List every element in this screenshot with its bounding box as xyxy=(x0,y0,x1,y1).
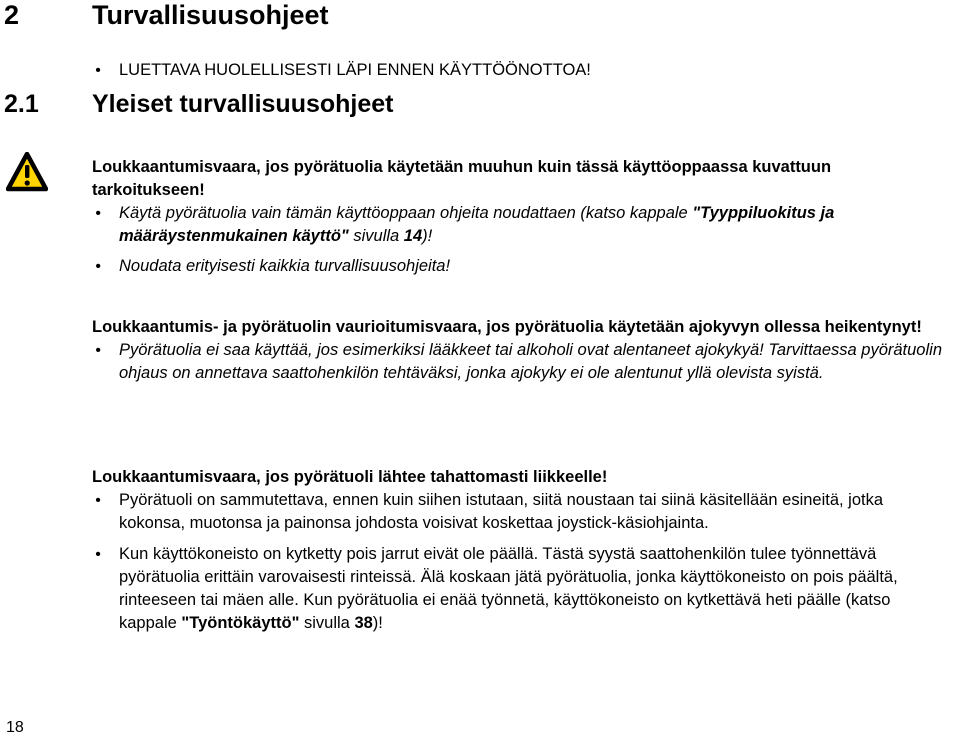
intro-bullet xyxy=(92,59,960,82)
bullet-text-part: sivulla xyxy=(299,614,355,632)
bullet-icon xyxy=(92,255,104,278)
list-item xyxy=(92,255,942,278)
bullet-text-part: Käytä pyörätuolia vain tämän käyttöoppaan ohjeita noudattaen (katso kappale xyxy=(119,204,693,222)
bullet-icon xyxy=(92,59,104,82)
bullet-icon xyxy=(92,202,104,225)
bullet-icon xyxy=(92,489,104,512)
chapter-title: Turvallisuusohjeet xyxy=(92,0,329,30)
page-reference: 14 xyxy=(403,227,423,245)
bullet-text: Pyörätuolia ei saa käyttää, jos esimerkiksi lääkkeet tai alkoholi ovat alentaneet ajokykyä! Tarvittaessa pyörätuolin ohjaus on annettava saattohenkilön tehtäväksi, jonka ajokyky ei ole alentunut yllä olevista syistä. xyxy=(119,341,942,382)
bullet-text-part: sivulla xyxy=(348,227,404,245)
warning-title: Loukkaantumisvaara, jos pyörätuoli lähtee tahattomasti liikkeelle! xyxy=(92,468,608,486)
warning-block-1 xyxy=(92,156,942,278)
section-reference: "Tyyppiluokitus ja määräystenmukainen käyttö" xyxy=(119,204,835,245)
list-item xyxy=(92,339,942,385)
list-item xyxy=(92,543,942,635)
warning-block-2 xyxy=(92,316,942,385)
bullet-text-part: )! xyxy=(372,614,383,632)
intro-bullet-text: LUETTAVA HUOLELLISESTI LÄPI ENNEN KÄYTTÖÖNOTTOA! xyxy=(119,61,591,79)
bullet-icon xyxy=(92,339,104,362)
list-item xyxy=(92,489,942,535)
chapter-number: 2 xyxy=(4,0,20,30)
list-item xyxy=(92,202,942,248)
section-reference: "Työntökäyttö" xyxy=(181,614,300,632)
bullet-icon xyxy=(92,543,104,566)
section-title: Yleiset turvallisuusohjeet xyxy=(92,90,394,118)
bullet-text: Noudata erityisesti kaikkia turvallisuusohjeita! xyxy=(119,257,451,275)
section-number: 2.1 xyxy=(4,90,39,118)
warning-title: Loukkaantumisvaara, jos pyörätuolia käytetään muuhun kuin tässä käyttöoppaassa kuvattuun tarkoitukseen! xyxy=(92,158,832,199)
page-number: 18 xyxy=(6,719,24,736)
bullet-text-part: )! xyxy=(422,227,433,245)
page-reference: 38 xyxy=(354,614,373,632)
bullet-text-part: Kun käyttökoneisto on kytketty pois jarrut eivät ole päällä. Tästä syystä saattohenkilön tulee työnnettävä pyörätuolia erittäin varovaisesti rinteissä. Älä koskaan jätä pyörätuolia, jonka käyttökoneisto on pois päältä, rinteeseen tai mäen alle. Kun pyörätuolia ei enää työnnetä, käyttökoneisto on kytkettävä heti päälle (katso kappale xyxy=(119,545,898,632)
bullet-text: Pyörätuoli on sammutettava, ennen kuin siihen istutaan, siitä noustaan tai siinä käsitellään esineitä, jotka kokonsa, muotonsa ja painonsa johdosta voisivat koskettaa joystick-käsiohjainta. xyxy=(119,491,884,532)
warning-block-3 xyxy=(92,466,942,635)
warning-triangle-icon xyxy=(6,152,48,192)
warning-title: Loukkaantumis- ja pyörätuolin vaurioitumisvaara, jos pyörätuolia käytetään ajokyvyn ollessa heikentynyt! xyxy=(92,318,922,336)
